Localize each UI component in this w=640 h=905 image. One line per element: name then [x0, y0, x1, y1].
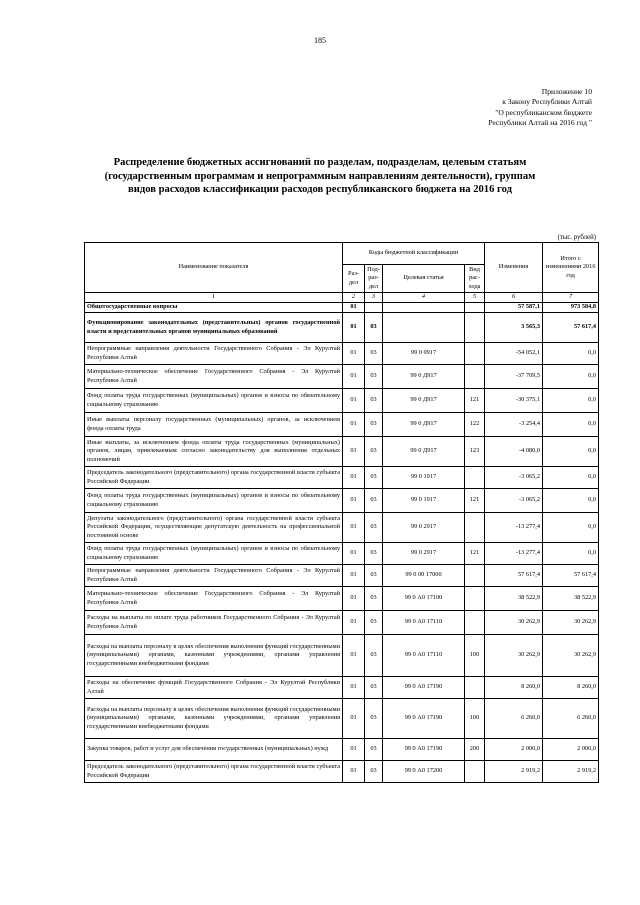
table-row — [85, 565, 599, 587]
table-row — [85, 489, 599, 513]
table-row — [85, 611, 599, 635]
row-vid: 121 — [465, 489, 485, 513]
column-number: 7 — [543, 293, 599, 303]
row-name: Председатель законодательного (представительного) органа государственной власти субъекта Российской Федерации — [85, 761, 343, 783]
row-podrazdel: 03 — [365, 699, 383, 739]
row-razdel: 01 — [343, 611, 365, 635]
row-change: 6 260,0 — [485, 699, 543, 739]
row-change: -3 065,2 — [485, 467, 543, 489]
row-name: Расходы на выплаты персоналу в целях обеспечения выполнения функций государственными (муниципальными) органами, казенными учреждениями, органами управления государственными внебюджетными фондами — [85, 699, 343, 739]
row-podrazdel: 03 — [365, 365, 383, 389]
row-total: 2 000,0 — [543, 739, 599, 761]
row-name: Материально-техническое обеспечение Государственного Собрания - Эл Курултай Республики Алтай — [85, 365, 343, 389]
row-vid — [465, 513, 485, 543]
appendix-line-4: Республики Алтай на 2016 год " — [488, 118, 592, 128]
row-change: -3 254,4 — [485, 413, 543, 437]
row-razdel: 01 — [343, 761, 365, 783]
row-vid: 121 — [465, 543, 485, 565]
row-celevaya: 99 0 Д917 — [383, 365, 465, 389]
row-total: 0,0 — [543, 513, 599, 543]
row-name: Функционирование законодательных (представительных) органов государственной власти и представительных органов муниципальных образований — [85, 313, 343, 343]
column-number: 6 — [485, 293, 543, 303]
table-row — [85, 437, 599, 467]
row-celevaya: 99 0 А0 17110 — [383, 635, 465, 677]
row-celevaya: 99 0 1917 — [383, 467, 465, 489]
row-celevaya: 99 0 А0 17110 — [383, 611, 465, 635]
row-change: -4 080,0 — [485, 437, 543, 467]
budget-table — [84, 242, 599, 783]
row-podrazdel: 03 — [365, 761, 383, 783]
row-celevaya — [383, 313, 465, 343]
row-total: 0,0 — [543, 365, 599, 389]
row-celevaya: 99 0 2917 — [383, 513, 465, 543]
row-razdel: 01 — [343, 303, 365, 313]
table-row — [85, 739, 599, 761]
row-razdel: 01 — [343, 389, 365, 413]
row-celevaya: 99 0 00 17000 — [383, 565, 465, 587]
row-razdel: 01 — [343, 635, 365, 677]
row-total: 0,0 — [543, 389, 599, 413]
row-podrazdel: 03 — [365, 635, 383, 677]
row-podrazdel: 03 — [365, 739, 383, 761]
row-vid — [465, 467, 485, 489]
row-change: -30 375,1 — [485, 389, 543, 413]
table-row — [85, 677, 599, 699]
row-celevaya: 99 0 А0 17200 — [383, 761, 465, 783]
page-number: 185 — [314, 36, 326, 45]
document-title: Распределение бюджетных ассигнований по разделам, подразделам, целевым статьям (государственным программам и непрограммным направлениям деятельности), группам видов расходов классификации расходов республиканского бюджета на 2016 год — [104, 157, 536, 195]
row-celevaya: 99 0 0917 — [383, 343, 465, 365]
column-number-row — [85, 293, 599, 303]
row-total: 38 522,9 — [543, 587, 599, 611]
row-name: Председатель законодательного (представительного) органа государственной власти субъекта Российской Федерации — [85, 467, 343, 489]
row-vid — [465, 565, 485, 587]
row-podrazdel: 03 — [365, 587, 383, 611]
row-total: 973 584,8 — [543, 303, 599, 313]
row-vid: 200 — [465, 739, 485, 761]
row-change: -3 065,2 — [485, 489, 543, 513]
row-vid — [465, 677, 485, 699]
row-celevaya: 99 0 1917 — [383, 489, 465, 513]
table-row — [85, 543, 599, 565]
table-row — [85, 303, 599, 313]
row-total: 0,0 — [543, 413, 599, 437]
row-name: Фонд оплаты труда государственных (муниципальных) органов и взносы по обязательному социальному страхованию — [85, 389, 343, 413]
row-razdel: 01 — [343, 677, 365, 699]
row-change: 30 262,9 — [485, 611, 543, 635]
appendix-line-3: "О республиканском бюджете — [495, 107, 592, 117]
row-podrazdel: 03 — [365, 437, 383, 467]
row-razdel: 01 — [343, 489, 365, 513]
row-vid: 123 — [465, 437, 485, 467]
row-total: 57 617,4 — [543, 313, 599, 343]
row-podrazdel: 03 — [365, 413, 383, 437]
row-razdel: 01 — [343, 437, 365, 467]
row-celevaya: 99 0 А0 17190 — [383, 677, 465, 699]
row-vid — [465, 611, 485, 635]
row-celevaya: 99 0 2917 — [383, 543, 465, 565]
row-celevaya: 99 0 А0 17190 — [383, 739, 465, 761]
row-change: 8 260,0 — [485, 677, 543, 699]
row-total: 8 260,0 — [543, 677, 599, 699]
row-change: 2 000,0 — [485, 739, 543, 761]
row-name: Расходы на выплаты по оплате труда работников Государственного Собрания - Эл Курултай Республики Алтай — [85, 611, 343, 635]
header-vid: Вид рас-хода — [465, 265, 485, 293]
row-razdel: 01 — [343, 467, 365, 489]
row-vid: 100 — [465, 635, 485, 677]
row-podrazdel: 03 — [365, 543, 383, 565]
row-razdel: 01 — [343, 565, 365, 587]
row-podrazdel: 03 — [365, 467, 383, 489]
row-vid: 100 — [465, 699, 485, 739]
table-row — [85, 365, 599, 389]
row-podrazdel: 03 — [365, 611, 383, 635]
row-name: Материально-техническое обеспечение Государственного Собрания - Эл Курултай Республики Алтай — [85, 587, 343, 611]
row-vid — [465, 587, 485, 611]
row-total: 57 617,4 — [543, 565, 599, 587]
appendix-line-2: к Закону Республики Алтай — [502, 97, 592, 107]
table-row — [85, 313, 599, 343]
row-vid — [465, 343, 485, 365]
table-row — [85, 699, 599, 739]
row-name: Иные выплаты, за исключением фонда оплаты труда государственных (муниципальных) органов, лицам, привлекаемым согласно законодательству для выполнения отдельных полномочий — [85, 437, 343, 467]
row-razdel: 01 — [343, 343, 365, 365]
row-change: -13 277,4 — [485, 543, 543, 565]
header-celevaya: Целевая статья — [383, 265, 465, 293]
row-podrazdel: 03 — [365, 513, 383, 543]
row-name: Закупка товаров, работ и услуг для обеспечения государственных (муниципальных) нужд — [85, 739, 343, 761]
row-razdel: 01 — [343, 739, 365, 761]
column-number: 4 — [383, 293, 465, 303]
row-vid: 121 — [465, 389, 485, 413]
row-total: 0,0 — [543, 467, 599, 489]
row-total: 0,0 — [543, 543, 599, 565]
row-change: -54 052,1 — [485, 343, 543, 365]
row-change: -37 709,5 — [485, 365, 543, 389]
row-change: 57 617,4 — [485, 565, 543, 587]
row-podrazdel: 03 — [365, 343, 383, 365]
row-name: Расходы на выплаты персоналу в целях обеспечения выполнения функций государственными (муниципальными) органами, казенными учреждениями, органами управления государственными внебюджетными фондами — [85, 635, 343, 677]
row-total: 30 262,9 — [543, 635, 599, 677]
table-row — [85, 513, 599, 543]
row-celevaya: 99 0 А0 17190 — [383, 699, 465, 739]
row-vid — [465, 313, 485, 343]
row-razdel: 01 — [343, 543, 365, 565]
row-celevaya — [383, 303, 465, 313]
units-label: (тыс. рублей) — [557, 234, 596, 241]
row-name: Фонд оплаты труда государственных (муниципальных) органов и взносы по обязательному социальному страхованию — [85, 489, 343, 513]
row-podrazdel: 03 — [365, 313, 383, 343]
row-change: 3 565,3 — [485, 313, 543, 343]
row-vid: 122 — [465, 413, 485, 437]
row-razdel: 01 — [343, 365, 365, 389]
row-change: 2 919,2 — [485, 761, 543, 783]
row-name: Фонд оплаты труда государственных (муниципальных) органов и взносы по обязательному социальному страхованию — [85, 543, 343, 565]
header-total: Итого с изменениями 2016 год — [543, 243, 599, 293]
column-number: 1 — [85, 293, 343, 303]
row-podrazdel: 03 — [365, 677, 383, 699]
appendix-line-1: Приложение 10 — [541, 87, 592, 96]
row-celevaya: 99 0 Д917 — [383, 413, 465, 437]
row-total: 0,0 — [543, 489, 599, 513]
row-total: 0,0 — [543, 437, 599, 467]
table-row — [85, 389, 599, 413]
row-celevaya: 99 0 А0 17100 — [383, 587, 465, 611]
row-total: 2 919,2 — [543, 761, 599, 783]
row-change: 30 262,9 — [485, 635, 543, 677]
appendix-heading — [488, 87, 592, 129]
row-name: Иные выплаты персоналу государственных (муниципальных) органов, за исключением фонда оплаты труда — [85, 413, 343, 437]
row-podrazdel — [365, 303, 383, 313]
row-podrazdel: 03 — [365, 389, 383, 413]
table-row — [85, 467, 599, 489]
column-number: 3 — [365, 293, 383, 303]
row-change: 57 587,1 — [485, 303, 543, 313]
row-razdel: 01 — [343, 587, 365, 611]
row-razdel: 01 — [343, 699, 365, 739]
row-celevaya: 99 0 Д917 — [383, 389, 465, 413]
budget-table-body — [85, 303, 599, 783]
header-name: Наименование показателя — [85, 243, 343, 293]
header-podrazdel: Под-раз-дел — [365, 265, 383, 293]
row-razdel: 01 — [343, 313, 365, 343]
table-row — [85, 635, 599, 677]
row-name: Непрограммные направления деятельности Государственного Собрания - Эл Курултай Республики Алтай — [85, 343, 343, 365]
row-vid — [465, 761, 485, 783]
table-row — [85, 413, 599, 437]
table-row — [85, 343, 599, 365]
row-podrazdel: 03 — [365, 565, 383, 587]
row-total: 0,0 — [543, 343, 599, 365]
row-razdel: 01 — [343, 513, 365, 543]
row-vid — [465, 303, 485, 313]
column-number: 2 — [343, 293, 365, 303]
column-number: 5 — [465, 293, 485, 303]
row-change: 38 522,9 — [485, 587, 543, 611]
row-name: Расходы на обеспечение функций Государственного Собрания - Эл Курултай Республики Алтай — [85, 677, 343, 699]
header-change: Изменения — [485, 243, 543, 293]
row-razdel: 01 — [343, 413, 365, 437]
row-change: -13 277,4 — [485, 513, 543, 543]
table-row — [85, 761, 599, 783]
header-codes-group: Коды бюджетной классификации — [343, 243, 485, 265]
table-row — [85, 587, 599, 611]
row-celevaya: 99 0 Д917 — [383, 437, 465, 467]
row-podrazdel: 03 — [365, 489, 383, 513]
row-vid — [465, 365, 485, 389]
row-name: Депутаты законодательного (представительного) органа государственной власти субъекта Российской Федерации, осуществляющие депутатскую деятельность на профессиональной постоянной основе — [85, 513, 343, 543]
row-name: Общегосударственные вопросы — [85, 303, 343, 313]
row-total: 30 262,9 — [543, 611, 599, 635]
header-razdel: Раз-дел — [343, 265, 365, 293]
row-total: 6 260,0 — [543, 699, 599, 739]
row-name: Непрограммные направления деятельности Государственного Собрания - Эл Курултай Республики Алтай — [85, 565, 343, 587]
